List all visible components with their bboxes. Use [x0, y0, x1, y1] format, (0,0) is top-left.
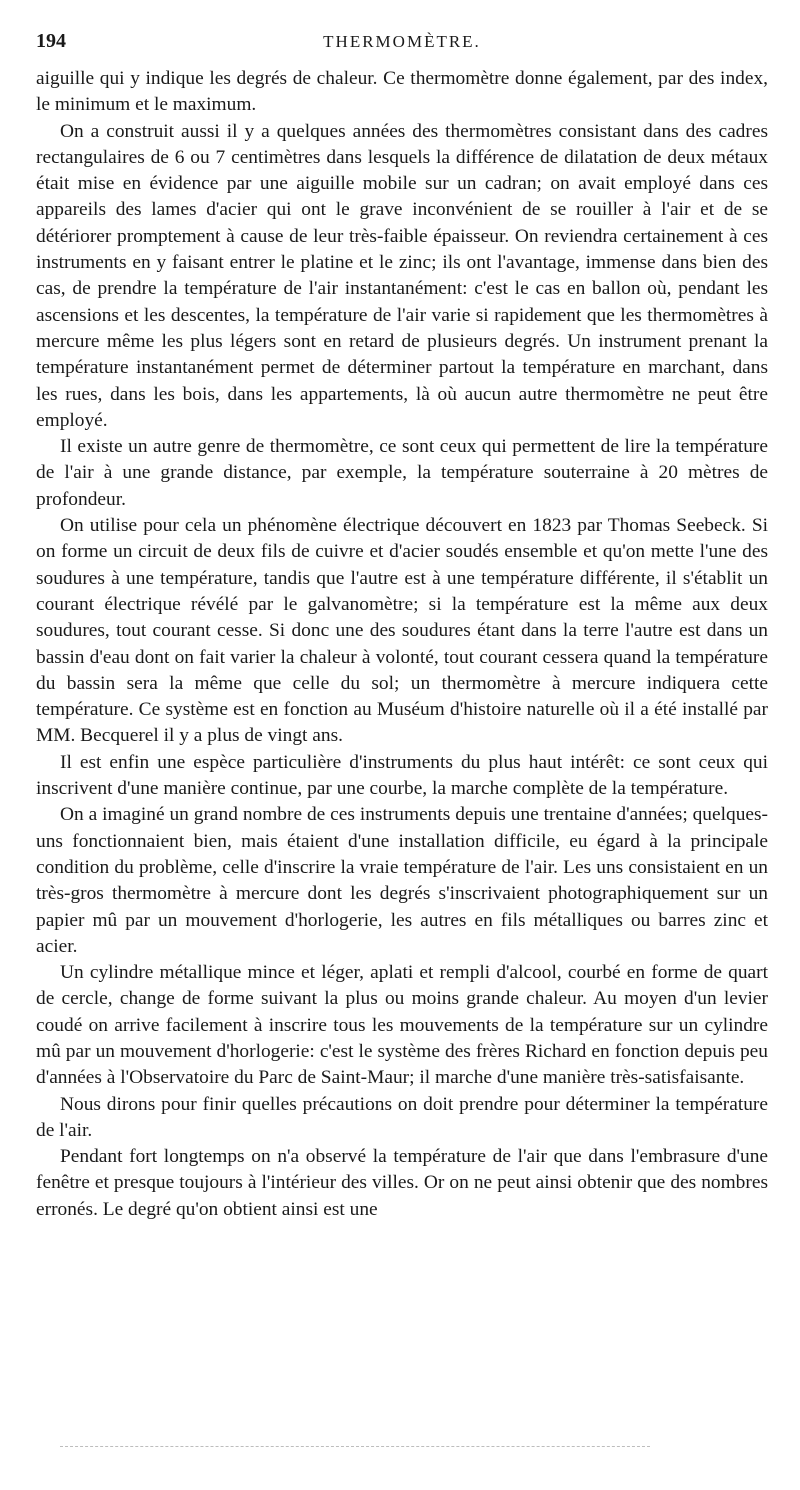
paragraph: Il est enfin une espèce particulière d'instruments du plus haut intérêt: ce sont ceux qui inscrivent d'une manière continue, par une courbe, la marche complète de la température. [36, 751, 768, 800]
paragraph: Il existe un autre genre de thermomètre, ce sont ceux qui permettent de lire la température de l'air à une grande distance, par exemple, la température souterraine à 20 mètres de profondeur. [36, 436, 768, 510]
book-page [36, 26, 768, 1223]
page-header [36, 26, 768, 56]
paragraph: On utilise pour cela un phénomène électrique découvert en 1823 par Thomas Seebeck. Si on forme un circuit de deux fils de cuivre et d'acier soudés ensemble et qu'on mette l'une des soudures à une température, tandis que l'autre est à une température différente, il s'établit un courant électrique révélé par le galvanomètre; si la température est la même aux deux soudures, tout courant cesse. Si donc une des soudures étant dans la terre l'autre est dans un bassin d'eau dont on fait varier la chaleur à volonté, tout courant cessera quand la température du bassin sera la même que celle du sol; un thermomètre à mercure indiquera cette température. Ce système est en fonction au Muséum d'histoire naturelle où il a été installé par MM. Becquerel il y a plus de vingt ans. [36, 515, 768, 747]
body-text [36, 66, 768, 1223]
paragraph: On a imaginé un grand nombre de ces instruments depuis une trentaine d'années; quelques-uns fonctionnaient bien, mais étaient d'une installation difficile, eu égard à la principale condition du problème, celle d'inscrire la vraie température de l'air. Les uns consistaient en un très-gros thermomètre à mercure dont les degrés s'inscrivaient photographiquement sur un papier mû par un mouvement d'horlogerie, les autres en fils métalliques ou barres zinc et acier. [36, 804, 768, 957]
paragraph: On a construit aussi il y a quelques années des thermomètres consistant dans des cadres rectangulaires de 6 ou 7 centimètres dans lesquels la différence de dilatation de deux métaux était mise en évidence par une aiguille mobile sur un cadran; on avait employé dans ces appareils des lames d'acier qui ont le grave inconvénient de se rouiller à l'air et de se détériorer promptement à cause de leur très-faible épaisseur. On reviendra certainement à ces instruments en y faisant entrer le platine et le zinc; ils ont l'avantage, immense dans bien des cas, de prendre la température de l'air instantanément: c'est le cas en ballon où, pendant les ascensions et les descentes, la température de l'air varie si rapidement que les thermomètres à mercure même les plus légers sont en retard de plusieurs degrés. Un instrument prenant la température instantanément permet de déterminer partout la température en marchant, dans les rues, dans les bois, dans les appartements, là où aucun autre thermomètre ne peut être employé. [36, 120, 768, 431]
footer-divider [60, 1446, 650, 1447]
paragraph: Nous dirons pour finir quelles précautions on doit prendre pour déterminer la température de l'air. [36, 1093, 768, 1141]
running-head: THERMOMÈTRE. [323, 32, 481, 51]
page-number: 194 [36, 30, 66, 52]
paragraph: aiguille qui y indique les degrés de chaleur. Ce thermomètre donne également, par des index, le minimum et le maximum. [36, 68, 768, 116]
paragraph: Un cylindre métallique mince et léger, aplati et rempli d'alcool, courbé en forme de quart de cercle, change de forme suivant la plus ou moins grande chaleur. Au moyen d'un levier coudé on arrive facilement à inscrire tous les mouvements de la température sur un cylindre mû par un mouvement d'horlogerie: c'est le système des frères Richard en fonction depuis peu d'années à l'Observatoire du Parc de Saint-Maur; il marche d'une manière très-satisfaisante. [36, 962, 768, 1089]
paragraph: Pendant fort longtemps on n'a observé la température de l'air que dans l'embrasure d'une fenêtre et presque toujours à l'intérieur des villes. Or on ne peut ainsi obtenir que des nombres erronés. Le degré qu'on obtient ainsi est une [36, 1146, 768, 1220]
